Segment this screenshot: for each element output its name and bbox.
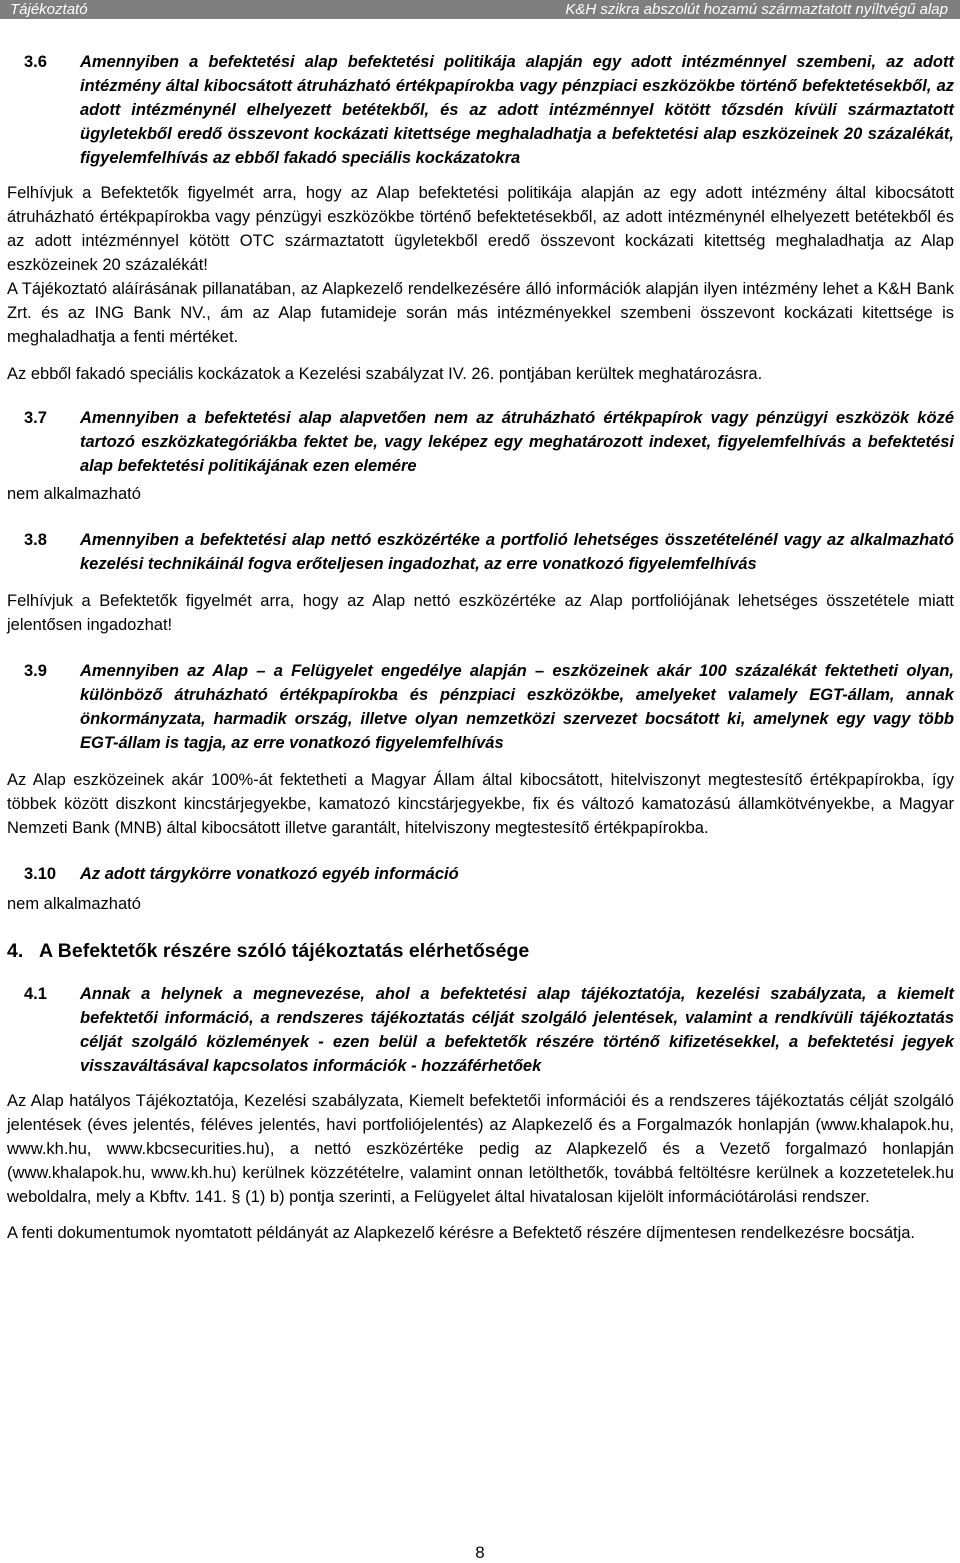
section-title: Amennyiben a befektetési alap alapvetően nem az átruházható értékpapírok vagy pénzügyi eszközök közé tartozó eszközkategóriákba fektet be, vagy leképez egy meghatározott indexet, figyelemfelhívás a befektetési alap befektetési politikájának ezen elemére: [80, 409, 954, 475]
section-number: 3.7: [24, 409, 47, 427]
section-number: 3.8: [24, 531, 47, 549]
paragraph: A Tájékoztató aláírásának pillanatában, az Alapkezelő rendelkezésére álló információk alapján ilyen intézmény lehet a K&H Bank Zrt. és az ING Bank NV., ám az Alap futamideje során más intézményekkel szembeni összevont kockázati kitettsége is meghaladhatja a fenti mértéket.: [7, 280, 954, 346]
section-4-1-heading: [7, 982, 954, 1078]
page-number: 8: [475, 1543, 485, 1562]
header-right-title: K&H szikra abszolút hozamú származtatott nyíltvégű alap: [565, 1, 948, 18]
paragraph: Felhívjuk a Befektetők figyelmét arra, hogy az Alap nettó eszközértéke az Alap portfoliójának lehetséges összetétele miatt jelentősen ingadozhat!: [7, 592, 954, 634]
section-3-9-heading: [7, 659, 954, 755]
paragraph: A fenti dokumentumok nyomtatott példányát az Alapkezelő kérésre a Befektető részére díjmentesen rendelkezésre bocsátja.: [7, 1224, 916, 1242]
document-body: [7, 50, 954, 1245]
section-title: Amennyiben a befektetési alap nettó eszközértéke a portfolió lehetséges összetételénél vagy az alkalmazható kezelési technikáinál fogva erőteljesen ingadozhat, az erre vonatkozó figyelemfelhívás: [80, 531, 954, 573]
paragraph: nem alkalmazható: [7, 485, 141, 503]
header-left-title: Tájékoztató: [10, 1, 88, 18]
paragraph: nem alkalmazható: [7, 895, 141, 913]
page-header: [0, 0, 960, 19]
section-number: 3.9: [24, 662, 47, 680]
section-3-6-heading: [7, 50, 954, 170]
paragraph: Felhívjuk a Befektetők figyelmét arra, hogy az Alap befektetési politikája alapján az egy adott intézmény által kibocsátott átruházható értékpapírokba vagy pénzügyi eszközökbe történő befektetésekből, az adott intézménynél elhelyezett betétekből és az adott intézménnyel kötött OTC származtatott ügyletekből eredő összevont kockázati kitettség meghaladhatja az Alap eszközeinek 20 százalékát!: [7, 184, 954, 274]
section-3-8-heading: [7, 528, 954, 576]
section-title: A Befektetők részére szóló tájékoztatás elérhetősége: [39, 940, 530, 962]
section-4-heading: [7, 938, 954, 964]
section-title: Amennyiben a befektetési alap befektetési politikája alapján egy adott intézménnyel szembeni, az adott intézmény által kibocsátott átruházható értékpapírokba vagy pénzpiaci eszközökbe történő befektetésekből, az adott intézménynél elhelyezett betétekből, és az adott intézménnyel kötött tőzsdén kívüli származtatott ügyletekből eredő összevont kockázati kitettsége meghaladhatja a befektetési alap eszközeinek 20 százalékát, figyelemfelhívás az ebből fakadó speciális kockázatokra: [80, 53, 954, 167]
section-title: Annak a helynek a megnevezése, ahol a befektetési alap tájékoztatója, kezelési szabályzata, a kiemelt befektetői információ, a rendszeres tájékoztatás célját szolgáló jelentések, valamint a rendkívüli tájékoztatás célját szolgáló közlemények - ezen belül a befektetők részére történő kifizetésekkel, a befektetési jegyek visszaváltásával kapcsolatos információk - hozzáférhetőek: [80, 985, 954, 1075]
section-3-10-heading: [7, 862, 954, 886]
section-title: Amennyiben az Alap – a Felügyelet engedélye alapján – eszközeinek akár 100 százalékát fektetheti olyan, különböző átruházható értékpapírokba és pénzpiaci eszközökbe, amelyeket valamely EGT-állam, annak önkormányzata, harmadik ország, illetve olyan nemzetközi szervezet bocsátott ki, amelynek egy vagy több EGT-állam is tagja, az erre vonatkozó figyelemfelhívás: [80, 662, 954, 752]
paragraph: Az ebből fakadó speciális kockázatok a Kezelési szabályzat IV. 26. pontjában kerültek meghatározásra.: [7, 365, 763, 383]
section-number: 3.6: [24, 53, 47, 71]
section-3-7-heading: [7, 406, 954, 478]
paragraph: Az Alap hatályos Tájékoztatója, Kezelési szabályzata, Kiemelt befektetői információi és a rendszeres tájékoztatás célját szolgáló jelentések (éves jelentés, féléves jelentés, havi portfoliójelentés) az Alapkezelő és a Forgalmazók honlapján (www.khalapok.hu, www.kh.hu, www.kbcsecurities.hu), a nettó eszközértéke pedig az Alapkezelő és a Vezető forgalmazó honlapján (www.khalapok.hu, www.kh.hu) kerülnek közzétételre, valamint onnan letölthetők, továbbá feltöltésre kerülnek a kozzetetelek.hu weboldalra, mely a Kbftv. 141. § (1) b) pontja szerinti, a Felügyelet által hivatalosan kijelölt információtárolási rendszer.: [7, 1092, 954, 1206]
section-title: Az adott tárgykörre vonatkozó egyéb információ: [80, 865, 459, 883]
section-number: 4.1: [24, 985, 47, 1003]
section-number: 4.: [7, 940, 24, 962]
section-number: 3.10: [24, 865, 57, 883]
paragraph: Az Alap eszközeinek akár 100%-át fektetheti a Magyar Állam által kibocsátott, hitelviszonyt megtestesítő értékpapírokba, így többek között diszkont kincstárjegyekbe, kamatozó kincstárjegyekbe, fix és változó kamatozású államkötvényekbe, a Magyar Nemzeti Bank (MNB) által kibocsátott illetve garantált, hitelviszony megtestesítő értékpapírokba.: [7, 771, 954, 837]
